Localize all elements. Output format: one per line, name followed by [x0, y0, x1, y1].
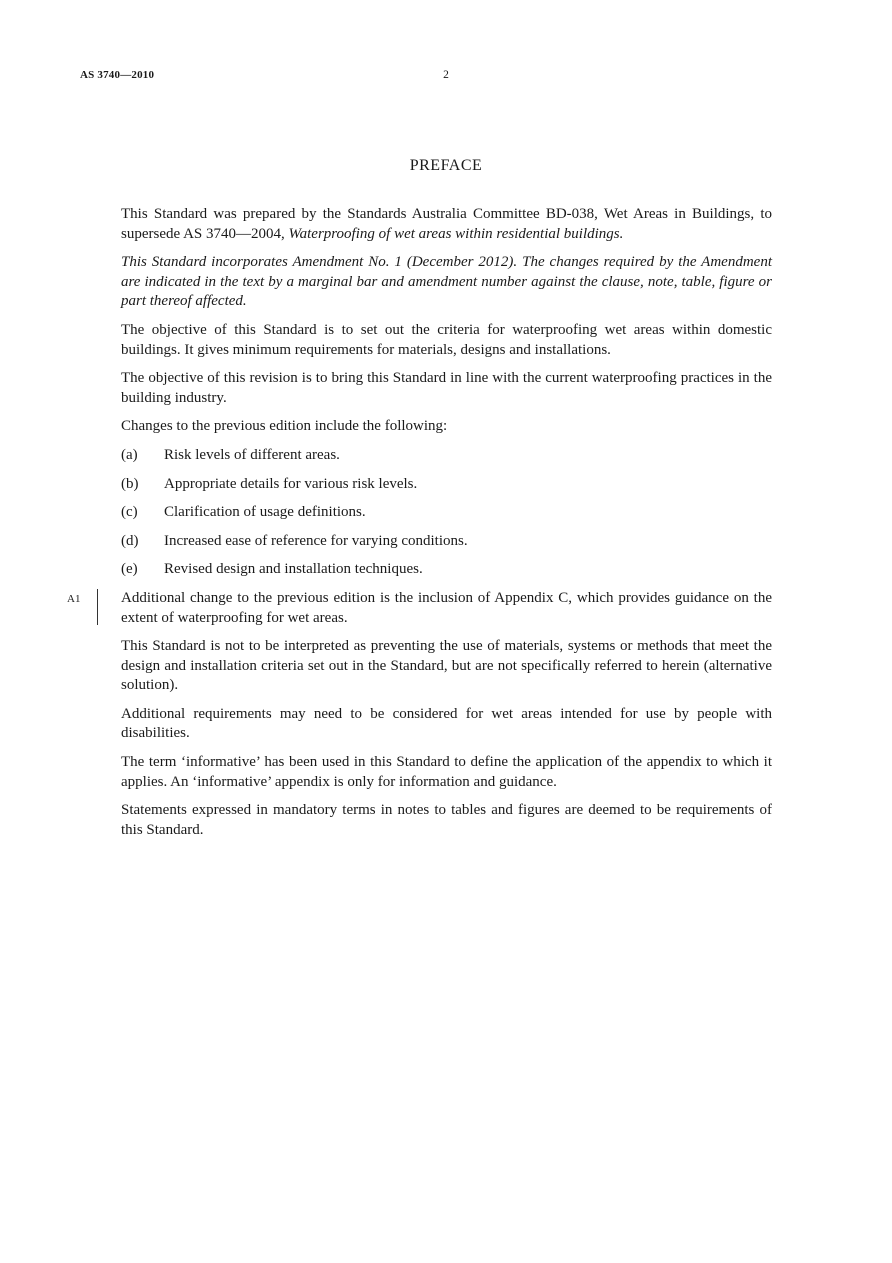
list-item [121, 532, 772, 552]
paragraph-supersede: This Standard was prepared by the Standards Australia Committee BD-038, Wet Areas in Buildings, to supersede AS 3740—2004, Waterproofing of wet areas within residential buildings. [121, 206, 772, 242]
list-item [121, 475, 772, 495]
paragraph-revision-objective: The objective of this revision is to bring this Standard in line with the current waterproofing practices in the building industry. [121, 370, 772, 406]
amendment-marker: A1 [67, 592, 81, 605]
list-item-text: Risk levels of different areas. [164, 446, 340, 463]
amendment-margin-bar [97, 589, 98, 625]
document-id: AS 3740—2010 [80, 69, 155, 81]
paragraph-objective: The objective of this Standard is to set out the criteria for waterproofing wet areas within domestic buildings. It gives minimum requirements for materials, designs and installations. [121, 321, 772, 358]
list-item-label: (b) [121, 475, 139, 492]
paragraph-informative: The term ‘informative’ has been used in this Standard to define the application of the appendix to which it applies. An ‘informative’ appendix is only for information and guidance. [121, 754, 772, 790]
list-item-text: Clarification of usage definitions. [164, 504, 366, 521]
preface-body [67, 205, 772, 849]
list-item [121, 560, 772, 580]
paragraph-disabilities: Additional requirements may need to be considered for wet areas intended for use by people with disabilities. [121, 705, 772, 742]
paragraph-amended [67, 589, 772, 628]
list-item-text: Revised design and installation techniques. [164, 561, 423, 578]
page-title: PREFACE [409, 157, 483, 174]
list-item [121, 446, 772, 466]
list-item-text: Increased ease of reference for varying conditions. [164, 532, 468, 549]
paragraph-amendment-note: This Standard incorporates Amendment No. 1 (December 2012). The changes required by the Amendment are indicated in the text by a marginal bar and amendment number against the clause, note, table, figure or part thereof affected. [121, 254, 772, 310]
list-item-label: (e) [121, 561, 138, 578]
list-item-label: (d) [121, 532, 139, 549]
list-item-label: (a) [121, 446, 138, 463]
paragraph-interpretation: This Standard is not to be interpreted as preventing the use of materials, systems or methods that meet the design and installation criteria set out in the Standard, but are not specifically referred to herein (alternative solution). [121, 638, 772, 694]
paragraph-mandatory-notes: Statements expressed in mandatory terms in notes to tables and figures are deemed to be requirements of this Standard. [121, 802, 772, 838]
paragraph-changes-intro: Changes to the previous edition include the following: [121, 418, 448, 435]
page-number: 2 [443, 69, 449, 81]
list-item-text: Appropriate details for various risk levels. [164, 475, 418, 492]
list-item-label: (c) [121, 504, 138, 521]
list-item [121, 503, 772, 523]
superseded-title: Waterproofing of wet areas within residential buildings [288, 225, 620, 242]
amended-text: Additional change to the previous edition is the inclusion of Appendix C, which provides guidance on the extent of waterproofing for wet areas. [121, 589, 772, 626]
